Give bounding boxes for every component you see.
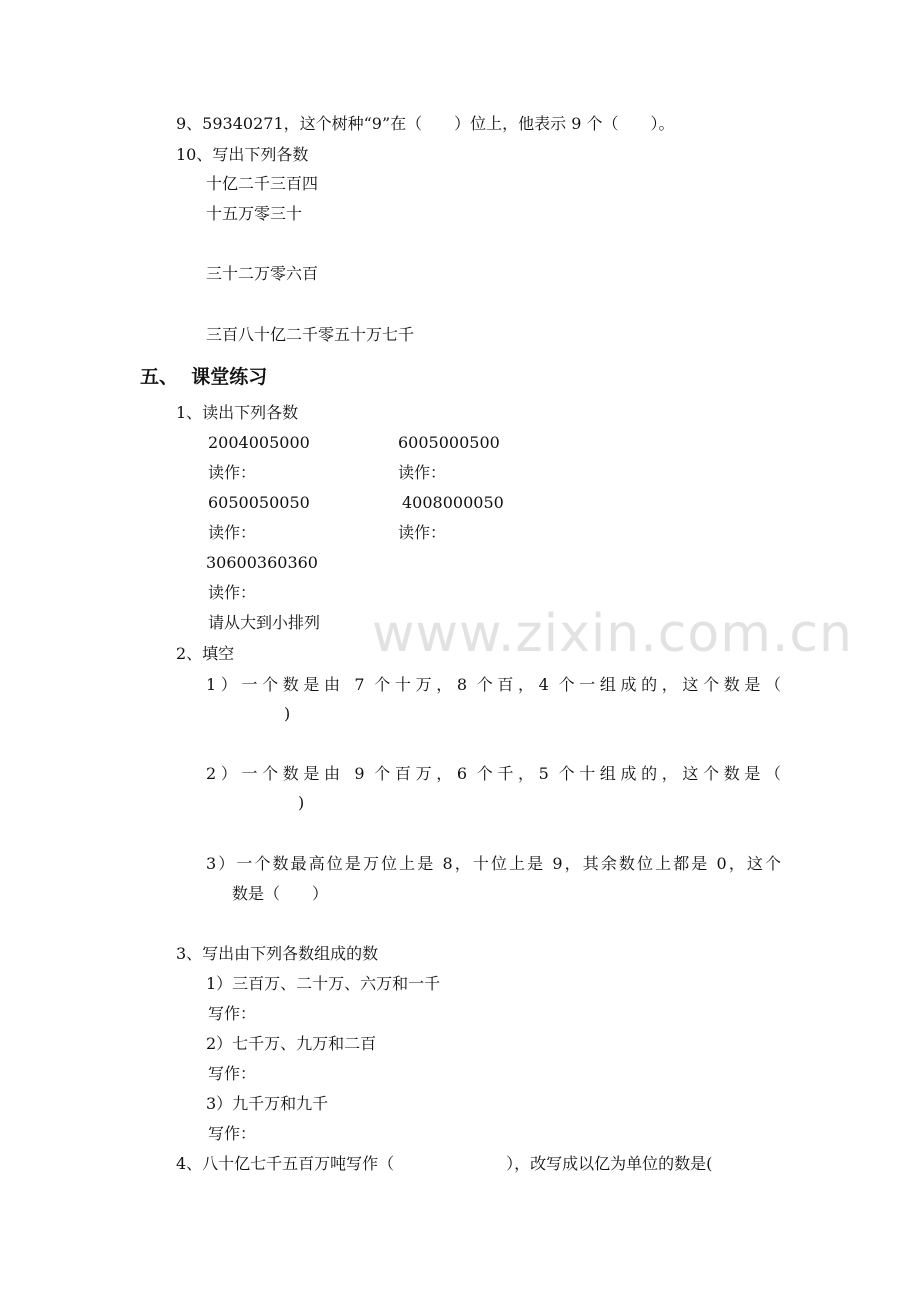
number-3: 6050050050 [208,493,310,512]
number-4: 4008000050 [402,493,504,512]
write-label: 写作： [208,1064,257,1083]
compose-item-2: 2）七千万、九万和二百 [206,1034,377,1053]
exercise-4: 4、八十亿七千五百万吨写作（ ），改写成以亿为单位的数是( [176,1154,713,1173]
fill-blank-2: 2）一个数是由 9 个百万，6 个千，5 个十组成的，这个数是（ [206,764,781,783]
write-label: 写作： [208,1004,257,1023]
read-label: 读作： [398,463,447,482]
fill-blank-2-close: ) [298,793,305,812]
watermark: www.zixin.com.cn [372,604,853,664]
exercise-2-title: 2、填空 [176,644,235,663]
fill-blank-1: 1）一个数是由 7 个十万，8 个百，4 个一组成的，这个数是（ [206,675,781,694]
q10-item-1: 十亿二千三百四 [206,174,319,193]
fill-blank-3: 3）一个数最高位是万位上是 8，十位上是 9，其余数位上都是 0，这个 [206,854,781,873]
read-label: 读作： [208,583,257,602]
fill-blank-1-close: ) [284,704,291,723]
q10-item-4: 三百八十亿二千零五十万七千 [206,325,415,344]
read-label: 读作： [398,523,447,542]
question-10-title: 10、写出下列各数 [176,145,309,164]
write-label: 写作： [208,1124,257,1143]
sort-instruction: 请从大到小排列 [208,613,321,632]
q10-item-2: 十五万零三十 [206,204,303,223]
exercise-1-title: 1、读出下列各数 [176,403,299,422]
read-label: 读作： [208,463,257,482]
compose-item-3: 3）九千万和九千 [206,1094,329,1113]
number-5: 30600360360 [206,553,318,572]
number-2: 6005000500 [398,433,500,452]
section-heading: 五、 课堂练习 [140,366,268,388]
q10-item-3: 三十二万零六百 [206,264,319,283]
number-1: 2004005000 [208,433,310,452]
exercise-3-title: 3、写出由下列各数组成的数 [176,944,379,963]
compose-item-1: 1）三百万、二十万、六万和一千 [206,974,441,993]
question-9: 9、59340271，这个树种“9”在（ ）位上，他表示 9 个（ ）。 [176,114,675,133]
fill-blank-3-cont: 数是（ ） [232,884,329,903]
read-label: 读作： [208,523,257,542]
